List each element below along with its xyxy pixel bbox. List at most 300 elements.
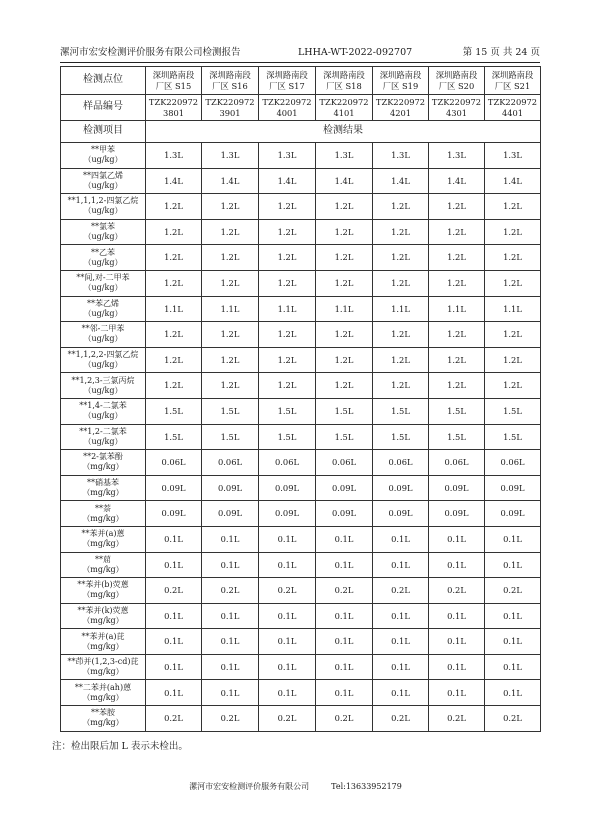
item-cell-line1: **1,2-二氯苯 [79, 426, 127, 436]
table-row [61, 706, 541, 732]
item-cell-line1: **邻-二甲苯 [81, 324, 125, 334]
item-cell-line1: **甲苯 [91, 145, 115, 155]
item-cell-line1: **氯苯 [91, 222, 115, 232]
page-info: 第 15 页 共 24 页 [462, 47, 540, 58]
result-value: 0.1L [373, 552, 429, 578]
result-value: 1.2L [316, 219, 373, 245]
item-cell-line2: （mg/kg） [82, 462, 124, 472]
item-cell-line2: （mg/kg） [82, 692, 124, 702]
result-value: 1.3L [429, 143, 485, 169]
result-value: 1.3L [316, 143, 373, 169]
result-value: 0.2L [373, 706, 429, 732]
result-value: 1.2L [429, 322, 485, 348]
item-cell [61, 578, 146, 604]
sample-id-cell [373, 95, 429, 121]
result-value: 0.1L [202, 552, 259, 578]
table-row [61, 654, 541, 680]
result-value: 0.09L [316, 475, 373, 501]
result-value: 1.1L [373, 296, 429, 322]
item-cell-line1: **1,4-二氯苯 [79, 401, 127, 411]
item-cell-line1: **苯并(a)芘 [81, 631, 125, 641]
sample-label: 样品编号 [61, 95, 146, 121]
result-value: 1.2L [429, 373, 485, 399]
result-value: 0.1L [259, 680, 316, 706]
result-value: 0.2L [429, 706, 485, 732]
result-value: 1.2L [373, 347, 429, 373]
item-cell-line1: **间,对-二甲苯 [76, 273, 130, 283]
result-value: 0.2L [373, 578, 429, 604]
result-value: 1.1L [202, 296, 259, 322]
result-value: 1.1L [429, 296, 485, 322]
table-row [61, 501, 541, 527]
result-value: 1.4L [429, 168, 485, 194]
result-value: 0.1L [202, 603, 259, 629]
location-cell-line1: 深圳路南段 [435, 70, 478, 80]
result-value: 0.09L [259, 475, 316, 501]
result-value: 1.2L [202, 347, 259, 373]
location-cell [429, 67, 485, 95]
item-cell-line2: （mg/kg） [82, 667, 124, 677]
table-row [61, 578, 541, 604]
item-cell [61, 194, 146, 220]
item-cell [61, 296, 146, 322]
result-value: 0.06L [146, 450, 202, 476]
result-value: 1.2L [429, 194, 485, 220]
item-cell-line1: **茚并(1,2,3-cd)芘 [67, 657, 139, 667]
footer-tel: Tel:13633952179 [331, 782, 402, 791]
item-cell-line1: **乙苯 [91, 247, 115, 257]
result-value: 1.2L [485, 219, 541, 245]
result-value: 1.5L [202, 398, 259, 424]
result-value: 1.2L [316, 194, 373, 220]
result-value: 0.1L [316, 603, 373, 629]
result-value: 1.2L [429, 219, 485, 245]
item-cell-line1: **四氯乙烯 [83, 170, 123, 180]
result-value: 1.2L [146, 347, 202, 373]
result-value: 0.2L [259, 706, 316, 732]
item-cell-line2: （ug/kg） [83, 257, 123, 267]
result-value: 1.5L [429, 424, 485, 450]
result-value: 1.4L [202, 168, 259, 194]
result-value: 0.1L [373, 680, 429, 706]
table-row [61, 270, 541, 296]
item-cell [61, 654, 146, 680]
item-cell [61, 373, 146, 399]
result-value: 0.1L [259, 526, 316, 552]
result-value: 0.09L [485, 475, 541, 501]
result-value: 1.5L [259, 424, 316, 450]
sample-id-row [61, 95, 541, 121]
item-label: 检测项目 [61, 121, 146, 143]
item-cell-line2: （mg/kg） [82, 590, 124, 600]
table-row [61, 347, 541, 373]
result-value: 1.2L [146, 322, 202, 348]
result-value: 1.4L [316, 168, 373, 194]
result-value: 1.2L [373, 373, 429, 399]
item-cell-line1: **苯并(b)荧蒽 [77, 580, 129, 590]
result-value: 1.2L [316, 270, 373, 296]
result-value: 0.09L [485, 501, 541, 527]
item-cell-line1: **苯并(k)荧蒽 [77, 605, 129, 615]
result-value: 0.09L [316, 501, 373, 527]
result-value: 1.5L [316, 398, 373, 424]
table-row [61, 450, 541, 476]
result-value: 0.1L [202, 526, 259, 552]
result-value: 0.1L [485, 526, 541, 552]
location-cell-line2: 厂区 S15 [155, 80, 192, 91]
result-value: 1.2L [259, 347, 316, 373]
location-cell-line2: 厂区 S21 [494, 80, 531, 91]
result-value: 0.1L [373, 603, 429, 629]
item-cell-line2: （ug/kg） [83, 308, 123, 318]
item-cell [61, 526, 146, 552]
item-cell [61, 398, 146, 424]
result-value: 1.2L [429, 245, 485, 271]
item-cell-line1: **2-氯苯酚 [83, 452, 123, 462]
result-value: 1.2L [316, 347, 373, 373]
result-value: 0.1L [316, 629, 373, 655]
item-cell-line2: （mg/kg） [82, 564, 124, 574]
result-value: 0.06L [429, 450, 485, 476]
item-cell-line2: （mg/kg） [82, 513, 124, 523]
result-value: 1.2L [429, 270, 485, 296]
sample-id-cell-line1: TZK220972 [262, 97, 312, 107]
result-value: 0.1L [485, 552, 541, 578]
result-value: 0.1L [146, 603, 202, 629]
result-value: 0.1L [316, 526, 373, 552]
item-cell-line2: （ug/kg） [83, 283, 123, 293]
table-row [61, 322, 541, 348]
table-row [61, 373, 541, 399]
result-value: 1.5L [485, 398, 541, 424]
item-cell-line2: （ug/kg） [83, 385, 123, 395]
result-value: 0.1L [259, 654, 316, 680]
result-value: 0.09L [146, 501, 202, 527]
item-cell-line2: （ug/kg） [83, 360, 123, 370]
result-value: 0.1L [202, 654, 259, 680]
sample-id-cell-line2: 4201 [389, 107, 412, 118]
item-header-row [61, 121, 541, 143]
result-value: 0.06L [485, 450, 541, 476]
table-row [61, 168, 541, 194]
result-value: 0.1L [429, 629, 485, 655]
table-row [61, 629, 541, 655]
result-value: 1.2L [259, 245, 316, 271]
result-value: 1.2L [429, 347, 485, 373]
item-cell-line2: （mg/kg） [82, 718, 124, 728]
result-value: 0.1L [429, 654, 485, 680]
item-cell [61, 603, 146, 629]
result-value: 1.2L [146, 245, 202, 271]
result-value: 0.1L [202, 629, 259, 655]
result-value: 1.2L [485, 194, 541, 220]
sample-id-cell-line2: 4001 [276, 107, 298, 118]
item-cell-line1: **苯胺 [91, 708, 115, 718]
item-cell [61, 347, 146, 373]
item-cell [61, 219, 146, 245]
report-number: LHHA-WT-2022-092707 [298, 47, 413, 58]
table-row [61, 603, 541, 629]
result-value: 1.2L [373, 270, 429, 296]
result-value: 1.2L [202, 322, 259, 348]
sample-id-cell-line1: TZK220972 [319, 97, 369, 107]
item-cell-line2: （ug/kg） [83, 180, 123, 190]
result-value: 1.5L [259, 398, 316, 424]
item-cell [61, 168, 146, 194]
result-value: 1.5L [373, 398, 429, 424]
sample-id-cell [429, 95, 485, 121]
result-value: 0.2L [146, 578, 202, 604]
result-value: 0.1L [373, 629, 429, 655]
result-value: 1.2L [485, 373, 541, 399]
result-value: 1.3L [485, 143, 541, 169]
item-cell [61, 270, 146, 296]
result-value: 0.1L [373, 526, 429, 552]
sample-id-cell-line1: TZK220972 [431, 97, 482, 107]
result-value: 0.1L [429, 603, 485, 629]
results-table-body [61, 67, 541, 732]
report-company-title: 漯河市宏安检测评价服务有限公司检测报告 [60, 47, 241, 58]
result-value: 1.2L [146, 219, 202, 245]
item-cell-line1: **1,2,3-三氯丙烷 [71, 375, 135, 385]
result-value: 0.1L [316, 654, 373, 680]
result-value: 1.3L [146, 143, 202, 169]
table-row [61, 552, 541, 578]
footer-company: 漯河市宏安检测评价服务有限公司 [189, 782, 310, 791]
location-cell-line1: 深圳路南段 [323, 70, 365, 80]
result-value: 0.1L [146, 552, 202, 578]
location-row [61, 67, 541, 95]
table-row [61, 424, 541, 450]
item-cell-line1: **1,1,2,2-四氯乙烷 [67, 350, 139, 360]
location-cell [485, 67, 541, 95]
item-cell-line1: **萘 [95, 503, 111, 513]
location-cell [373, 67, 429, 95]
result-value: 0.1L [485, 654, 541, 680]
result-value: 0.09L [429, 501, 485, 527]
item-cell [61, 680, 146, 706]
location-cell [146, 67, 202, 95]
sample-id-cell-line2: 4101 [333, 107, 355, 118]
result-value: 0.2L [429, 578, 485, 604]
result-value: 0.06L [373, 450, 429, 476]
result-value: 0.1L [485, 680, 541, 706]
item-cell-line2: （mg/kg） [82, 615, 124, 625]
table-row [61, 526, 541, 552]
result-value: 0.2L [485, 706, 541, 732]
result-value: 1.2L [259, 270, 316, 296]
result-value: 1.4L [259, 168, 316, 194]
location-cell-line2: 厂区 S20 [438, 80, 475, 91]
result-value: 0.09L [202, 501, 259, 527]
result-value: 1.1L [146, 296, 202, 322]
location-cell-line1: 深圳路南段 [491, 70, 534, 80]
sample-id-cell [146, 95, 202, 121]
result-value: 1.2L [146, 194, 202, 220]
location-cell-line2: 厂区 S18 [326, 80, 362, 91]
table-row [61, 475, 541, 501]
location-cell-line2: 厂区 S19 [382, 80, 419, 91]
item-cell-line1: **䓛 [95, 554, 111, 564]
result-value: 1.2L [485, 245, 541, 271]
sample-id-cell [202, 95, 259, 121]
result-value: 1.5L [373, 424, 429, 450]
result-value: 0.1L [485, 603, 541, 629]
result-value: 0.09L [373, 501, 429, 527]
location-cell-line2: 厂区 S16 [212, 80, 248, 91]
result-value: 0.06L [202, 450, 259, 476]
item-cell [61, 424, 146, 450]
result-value: 0.1L [146, 629, 202, 655]
result-value: 1.2L [316, 245, 373, 271]
result-value: 1.5L [202, 424, 259, 450]
result-value: 0.2L [202, 706, 259, 732]
location-cell-line1: 深圳路南段 [266, 70, 308, 80]
result-value: 1.5L [146, 398, 202, 424]
item-cell-line2: （mg/kg） [82, 488, 124, 498]
result-value: 1.2L [202, 270, 259, 296]
table-row [61, 219, 541, 245]
result-value: 1.2L [373, 245, 429, 271]
table-row [61, 296, 541, 322]
item-cell-line2: （ug/kg） [83, 206, 123, 216]
result-value: 1.5L [316, 424, 373, 450]
item-cell-line2: （mg/kg） [82, 539, 124, 549]
table-row [61, 245, 541, 271]
location-label: 检测点位 [61, 67, 146, 95]
result-value: 1.2L [202, 194, 259, 220]
table-row [61, 680, 541, 706]
result-value: 0.2L [485, 578, 541, 604]
location-cell-line1: 深圳路南段 [209, 70, 251, 80]
result-value: 1.3L [202, 143, 259, 169]
result-value: 1.2L [259, 219, 316, 245]
header-rule [60, 62, 540, 63]
result-value: 1.2L [202, 245, 259, 271]
result-value: 0.1L [146, 680, 202, 706]
footnote: 注：检出限后加 L 表示未检出。 [52, 741, 188, 752]
result-value: 1.2L [202, 373, 259, 399]
result-value: 1.5L [429, 398, 485, 424]
result-value: 1.3L [373, 143, 429, 169]
table-row [61, 143, 541, 169]
result-value: 0.06L [316, 450, 373, 476]
location-cell [316, 67, 373, 95]
result-value: 0.2L [316, 578, 373, 604]
table-row [61, 194, 541, 220]
result-value: 0.2L [202, 578, 259, 604]
item-cell-line1: **苯乙烯 [87, 298, 119, 308]
item-cell-line1: **苯并(a)蒽 [81, 529, 125, 539]
location-cell-line2: 厂区 S17 [269, 80, 305, 91]
sample-id-cell [316, 95, 373, 121]
result-value: 1.4L [485, 168, 541, 194]
item-cell [61, 552, 146, 578]
result-value: 1.1L [316, 296, 373, 322]
result-value: 0.2L [316, 706, 373, 732]
item-cell [61, 245, 146, 271]
result-value: 0.1L [259, 603, 316, 629]
result-value: 0.1L [429, 526, 485, 552]
sample-id-cell-line2: 3801 [162, 107, 185, 118]
page-footer [0, 782, 591, 792]
result-value: 1.2L [202, 219, 259, 245]
result-value: 0.09L [259, 501, 316, 527]
item-cell [61, 143, 146, 169]
location-cell-line1: 深圳路南段 [152, 70, 195, 80]
result-value: 0.2L [259, 578, 316, 604]
result-value: 1.2L [485, 347, 541, 373]
result-value: 0.1L [259, 552, 316, 578]
result-value: 0.1L [202, 680, 259, 706]
result-value: 0.1L [429, 680, 485, 706]
sample-id-cell [485, 95, 541, 121]
result-value: 1.3L [259, 143, 316, 169]
sample-id-cell [259, 95, 316, 121]
result-value: 1.2L [146, 270, 202, 296]
item-cell-line2: （ug/kg） [83, 155, 123, 165]
sample-id-cell-line1: TZK220972 [487, 97, 538, 107]
result-value: 0.09L [429, 475, 485, 501]
item-cell [61, 475, 146, 501]
result-value: 1.2L [316, 373, 373, 399]
result-value: 0.1L [316, 552, 373, 578]
sample-id-cell-line2: 4401 [501, 107, 524, 118]
result-label: 检测结果 [146, 121, 541, 143]
result-value: 1.5L [146, 424, 202, 450]
results-table [60, 66, 541, 732]
item-cell [61, 501, 146, 527]
result-value: 1.5L [485, 424, 541, 450]
sample-id-cell-line1: TZK220972 [375, 97, 426, 107]
result-value: 0.1L [146, 526, 202, 552]
item-cell-line1: **硝基苯 [87, 478, 119, 488]
result-value: 0.1L [485, 629, 541, 655]
page-header [60, 45, 540, 61]
sample-id-cell-line2: 4301 [445, 107, 468, 118]
table-row [61, 398, 541, 424]
result-value: 1.2L [373, 194, 429, 220]
sample-id-cell-line2: 3901 [219, 107, 241, 118]
result-value: 1.2L [373, 219, 429, 245]
item-cell [61, 322, 146, 348]
item-cell-line2: （ug/kg） [83, 411, 123, 421]
result-value: 1.1L [259, 296, 316, 322]
result-value: 0.1L [373, 654, 429, 680]
result-value: 0.06L [259, 450, 316, 476]
item-cell-line2: （mg/kg） [82, 641, 124, 651]
result-value: 1.2L [485, 322, 541, 348]
result-value: 1.4L [373, 168, 429, 194]
result-value: 0.1L [259, 629, 316, 655]
item-cell [61, 706, 146, 732]
result-value: 1.4L [146, 168, 202, 194]
result-value: 0.09L [202, 475, 259, 501]
result-value: 1.2L [316, 322, 373, 348]
result-value: 1.2L [259, 373, 316, 399]
result-value: 0.1L [146, 654, 202, 680]
item-cell [61, 629, 146, 655]
item-cell-line2: （ug/kg） [83, 232, 123, 242]
item-cell-line2: （ug/kg） [83, 436, 123, 446]
result-value: 1.2L [146, 373, 202, 399]
result-value: 1.1L [485, 296, 541, 322]
item-cell-line1: **1,1,1,2-四氯乙烷 [67, 196, 139, 206]
item-cell [61, 450, 146, 476]
result-value: 0.1L [316, 680, 373, 706]
location-cell [202, 67, 259, 95]
result-value: 0.09L [373, 475, 429, 501]
